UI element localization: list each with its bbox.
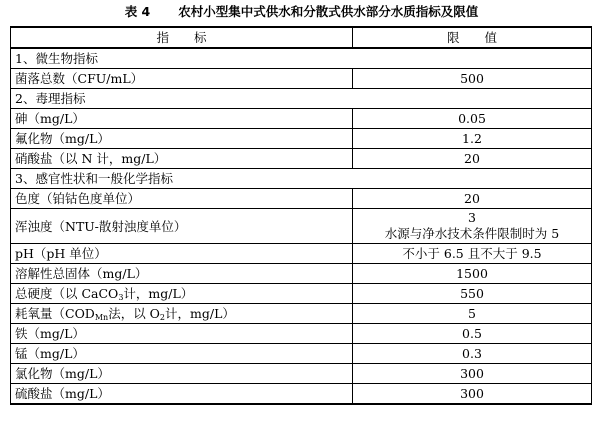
row-value: 1.2 [353, 129, 592, 149]
row-value-line1: 3 [468, 210, 476, 225]
row-label: 硝酸盐（以 N 计，mg/L） [11, 149, 353, 169]
label-part: 总硬度（以 CaCO [15, 286, 119, 301]
table-row [11, 189, 592, 209]
row-value: 5 [353, 304, 592, 324]
row-value: 不小于 6.5 且不大于 9.5 [353, 244, 592, 264]
row-label: 硫酸盐（mg/L） [11, 384, 353, 405]
label-subscript: 2 [159, 313, 166, 322]
table-row [11, 69, 592, 89]
row-value: 500 [353, 69, 592, 89]
row-label: 溶解性总固体（mg/L） [11, 264, 353, 284]
row-value: 20 [353, 189, 592, 209]
row-label [11, 284, 353, 304]
header-indicator: 指 标 [11, 27, 353, 48]
section-toxicological: 2、毒理指标 [11, 89, 592, 109]
row-value: 300 [353, 384, 592, 405]
table-caption [0, 4, 603, 20]
row-value: 550 [353, 284, 592, 304]
section-row [11, 89, 592, 109]
table-row [11, 304, 592, 324]
section-row [11, 48, 592, 69]
row-label [11, 304, 353, 324]
row-label: 浑浊度（NTU-散射浊度单位） [11, 209, 353, 244]
row-value: 0.5 [353, 324, 592, 344]
row-value: 0.3 [353, 344, 592, 364]
table-row [11, 284, 592, 304]
row-value: 300 [353, 364, 592, 384]
row-value [353, 209, 592, 244]
row-label: 氟化物（mg/L） [11, 129, 353, 149]
table-row [11, 384, 592, 405]
table-row [11, 364, 592, 384]
row-label: pH（pH 单位） [11, 244, 353, 264]
section-microbial: 1、微生物指标 [11, 48, 592, 69]
row-label: 锰（mg/L） [11, 344, 353, 364]
label-subscript: Mn [94, 313, 109, 322]
row-label: 菌落总数（CFU/mL） [11, 69, 353, 89]
water-quality-table [10, 26, 592, 405]
section-sensory-chemical: 3、感官性状和一般化学指标 [11, 169, 592, 189]
table-row [11, 344, 592, 364]
label-subscript: 3 [118, 293, 124, 302]
row-value: 20 [353, 149, 592, 169]
table-row [11, 324, 592, 344]
table-row [11, 149, 592, 169]
label-part: 耗氧量（COD [15, 306, 95, 321]
label-part: 法，以 O [108, 306, 160, 321]
row-label: 砷（mg/L） [11, 109, 353, 129]
table-title: 农村小型集中式供水和分散式供水部分水质指标及限值 [178, 4, 479, 19]
table-row [11, 109, 592, 129]
table-row [11, 244, 592, 264]
label-part: 计，mg/L） [123, 286, 194, 301]
table-row [11, 264, 592, 284]
table-row [11, 209, 592, 244]
label-part: 计，mg/L） [165, 306, 235, 321]
row-label: 色度（铂钴色度单位） [11, 189, 353, 209]
row-label: 铁（mg/L） [11, 324, 353, 344]
header-limit: 限 值 [353, 27, 592, 48]
table-header-row [11, 27, 592, 48]
table-row [11, 129, 592, 149]
row-label: 氯化物（mg/L） [11, 364, 353, 384]
row-value: 0.05 [353, 109, 592, 129]
table-number: 表 4 [124, 4, 151, 19]
section-row [11, 169, 592, 189]
row-value-line2: 水源与净水技术条件限制时为 5 [384, 226, 560, 241]
row-value: 1500 [353, 264, 592, 284]
